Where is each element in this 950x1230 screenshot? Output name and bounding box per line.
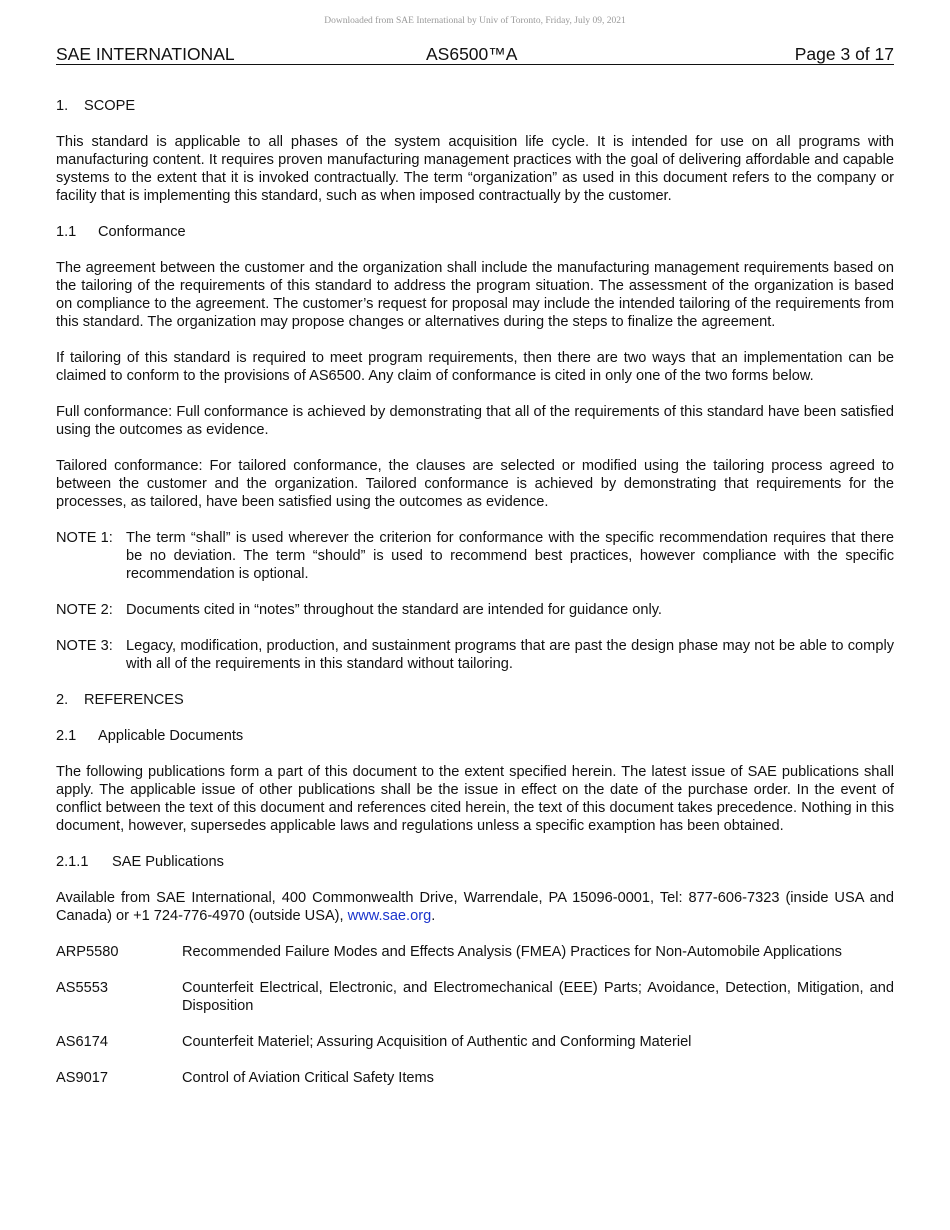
reference-as6174 bbox=[56, 1033, 894, 1051]
availability-text: Available from SAE International, 400 Commonwealth Drive, Warrendale, PA 15096-0001, Tel: 877-606-7323 (inside USA and Canada) or +1 724-776-4970 (outside USA), bbox=[56, 890, 894, 924]
reference-id: AS9017 bbox=[56, 1070, 108, 1086]
header-document-number: AS6500™A bbox=[426, 44, 518, 64]
tailored-conformance-paragraph: Tailored conformance: For tailored conformance, the clauses are selected or modified using the tailoring process agreed to between the customer and the organization. Tailored conformance is achieved by demonstrating that requirements for the processes, as tailored, have been satisfied using the outcomes as evidence. bbox=[56, 458, 894, 510]
note-text: The term “shall” is used wherever the criterion for conformance with the specific recommendation requires that there be no deviation. The term “should” is used to recommend best practices, however compliance with the specific recommendation is optional. bbox=[126, 530, 894, 582]
section-title: Applicable Documents bbox=[98, 728, 244, 744]
reference-id: AS5553 bbox=[56, 980, 108, 996]
section-2-heading bbox=[56, 691, 894, 709]
scope-paragraph: This standard is applicable to all phases of the system acquisition life cycle. It is intended for use on all programs with manufacturing content. It requires proven manufacturing management practices with the goal of delivering affordable and capable systems to the extent that it is invoked contractually. The term “organization” as used in this document refers to the company or facility that is implementing this standard, such as when imposed contractually by the customer. bbox=[56, 134, 894, 204]
note-2 bbox=[56, 601, 894, 619]
header-organization: SAE INTERNATIONAL bbox=[56, 44, 235, 64]
sae-website-link[interactable]: www.sae.org bbox=[347, 908, 432, 924]
reference-title: Control of Aviation Critical Safety Items bbox=[182, 1070, 434, 1086]
section-2-1-1-heading bbox=[56, 853, 894, 871]
section-title: SAE Publications bbox=[112, 854, 224, 870]
sae-availability-paragraph bbox=[56, 889, 894, 925]
page-header bbox=[56, 44, 894, 65]
section-title: Conformance bbox=[98, 224, 186, 240]
applicable-documents-paragraph: The following publications form a part of this document to the extent specified herein. The latest issue of SAE publications shall apply. The applicable issue of other publications shall be the issue in effect on the date of the purchase order. In the event of conflict between the text of this document and references cited herein, the text of this document takes precedence. Nothing in this document, however, supersedes applicable laws and regulations unless a specific examption has been obtained. bbox=[56, 764, 894, 834]
availability-period: . bbox=[431, 908, 436, 924]
reference-as5553 bbox=[56, 979, 894, 1015]
note-text: Documents cited in “notes” throughout the standard are intended for guidance only. bbox=[126, 602, 662, 618]
section-1-heading bbox=[56, 97, 894, 115]
header-page-number: Page 3 of 17 bbox=[794, 44, 894, 64]
reference-id: ARP5580 bbox=[56, 944, 119, 960]
section-number: 2.1 bbox=[56, 728, 77, 744]
section-2-1-heading bbox=[56, 727, 894, 745]
reference-title: Counterfeit Materiel; Assuring Acquisition of Authentic and Conforming Materiel bbox=[182, 1034, 692, 1050]
note-1 bbox=[56, 529, 894, 583]
document-body bbox=[56, 97, 894, 1087]
section-number: 2. bbox=[56, 692, 69, 708]
reference-title: Recommended Failure Modes and Effects Analysis (FMEA) Practices for Non-Automobile Applications bbox=[182, 944, 842, 960]
section-number: 1.1 bbox=[56, 224, 77, 240]
reference-title: Counterfeit Electrical, Electronic, and Electromechanical (EEE) Parts; Avoidance, Detection, Mitigation, and Disposition bbox=[182, 980, 894, 1014]
full-conformance-paragraph: Full conformance: Full conformance is achieved by demonstrating that all of the requirements of this standard have been satisfied using the outcomes as evidence. bbox=[56, 404, 894, 438]
section-title: SCOPE bbox=[84, 98, 136, 114]
note-label: NOTE 2: bbox=[56, 602, 113, 618]
reference-arp5580 bbox=[56, 943, 894, 961]
reference-id: AS6174 bbox=[56, 1034, 108, 1050]
note-label: NOTE 3: bbox=[56, 638, 113, 654]
section-number: 2.1.1 bbox=[56, 854, 89, 870]
note-text: Legacy, modification, production, and sustainment programs that are past the design phase may not be able to comply with all of the requirements in this standard without tailoring. bbox=[126, 638, 894, 672]
section-title: REFERENCES bbox=[84, 692, 184, 708]
note-label: NOTE 1: bbox=[56, 530, 113, 546]
download-watermark: Downloaded from SAE International by Univ of Toronto, Friday, July 09, 2021 bbox=[324, 16, 626, 26]
reference-as9017 bbox=[56, 1069, 894, 1087]
conformance-paragraph-1: The agreement between the customer and the organization shall include the manufacturing management requirements based on the tailoring of the requirements of this standard to address the program situation. The assessment of the organization is based on compliance to the agreement. The customer’s request for proposal may include the intended tailoring of the requirements from this standard. The organization may propose changes or alternatives during the steps to finalize the agreement. bbox=[56, 260, 894, 330]
section-number: 1. bbox=[56, 98, 69, 114]
note-3 bbox=[56, 637, 894, 673]
section-1-1-heading bbox=[56, 223, 894, 241]
conformance-paragraph-2: If tailoring of this standard is required to meet program requirements, then there are two ways that an implementation can be claimed to conform to the provisions of AS6500. Any claim of conformance is cited in only one of the two forms below. bbox=[56, 350, 894, 384]
